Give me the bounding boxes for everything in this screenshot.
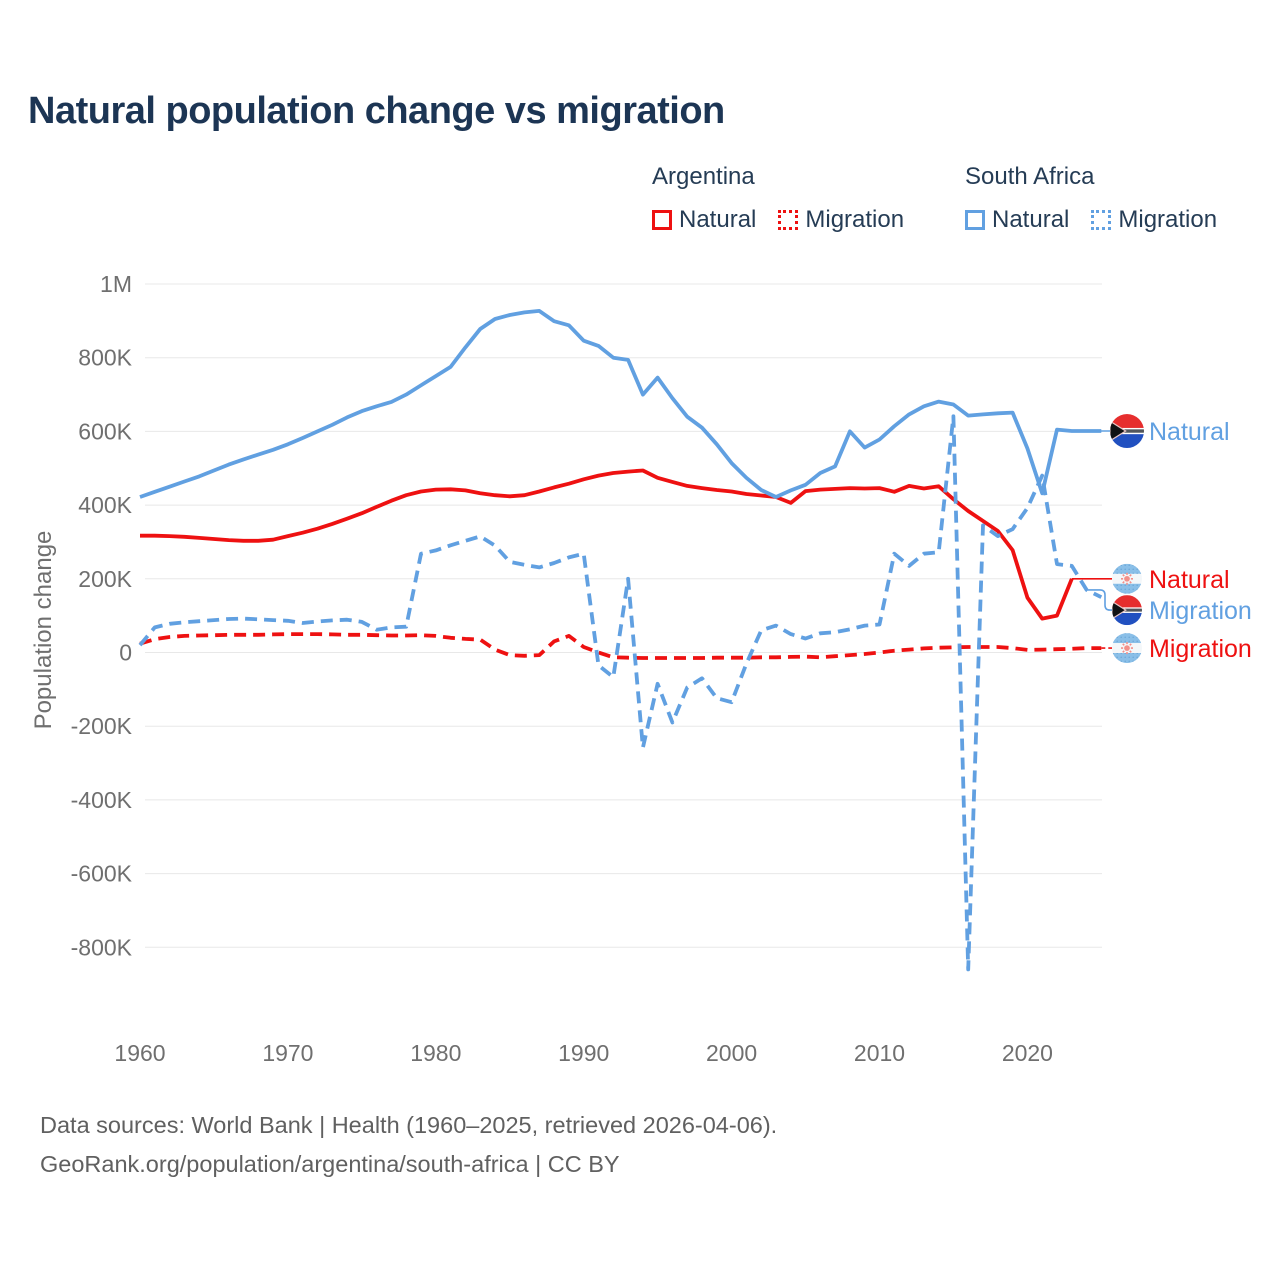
annotation-label-ar-natural-label: Natural — [1149, 565, 1230, 594]
annotation-label-sa-migration-label: Migration — [1149, 597, 1252, 626]
y-tick-label: 0 — [119, 639, 132, 666]
annotation-label-sa-natural-label: Natural — [1149, 418, 1230, 447]
y-tick-label: -400K — [70, 786, 132, 813]
y-axis-title: Population change — [30, 530, 57, 730]
flag-argentina-icon — [1112, 564, 1142, 594]
flag-argentina-icon — [1112, 633, 1142, 663]
page-title: Natural population change vs migration — [28, 90, 725, 132]
x-tick-label: 2000 — [706, 1040, 758, 1066]
y-tick-label: -200K — [70, 713, 132, 740]
footer-sources: Data sources: World Bank | Health (1960–2025, retrieved 2026-04-06). — [40, 1112, 778, 1138]
series-south-africa-natural — [140, 311, 1101, 497]
leader-line — [1087, 590, 1112, 610]
y-tick-label: 1M — [100, 271, 132, 297]
y-tick-label: -600K — [70, 860, 132, 887]
footer-attribution: GeoRank.org/population/argentina/south-africa | CC BY — [40, 1151, 620, 1177]
y-tick-label: -800K — [70, 934, 132, 961]
footer — [40, 1106, 777, 1184]
legend-label-south-africa-natural[interactable]: Natural — [992, 206, 1070, 233]
series-argentina-natural — [140, 471, 1072, 619]
y-tick-label: 800K — [78, 344, 132, 371]
series-south-africa-migration — [140, 416, 1101, 969]
annotation-label-ar-migration-label: Migration — [1149, 635, 1252, 664]
legend-label-argentina-natural[interactable]: Natural — [679, 206, 757, 233]
y-tick-label: 600K — [78, 418, 132, 445]
x-tick-label: 1970 — [262, 1040, 314, 1066]
legend-label-argentina-migration[interactable]: Migration — [805, 206, 905, 233]
flag-south-africa-icon — [1110, 414, 1144, 448]
x-tick-label: 1980 — [410, 1040, 462, 1066]
x-tick-label: 2010 — [853, 1040, 906, 1066]
x-tick-label: 1990 — [558, 1040, 610, 1066]
legend-label-south-africa-migration[interactable]: Migration — [1118, 206, 1218, 233]
y-tick-label: 200K — [78, 565, 132, 592]
x-tick-label: 1960 — [114, 1040, 166, 1066]
series-argentina-migration — [140, 634, 1101, 658]
x-tick-label: 2020 — [1001, 1040, 1053, 1066]
legend-country-south-africa: South Africa — [965, 163, 1095, 190]
flag-south-africa-icon — [1112, 595, 1142, 625]
legend-country-argentina: Argentina — [652, 163, 755, 190]
y-tick-label: 400K — [78, 492, 132, 519]
